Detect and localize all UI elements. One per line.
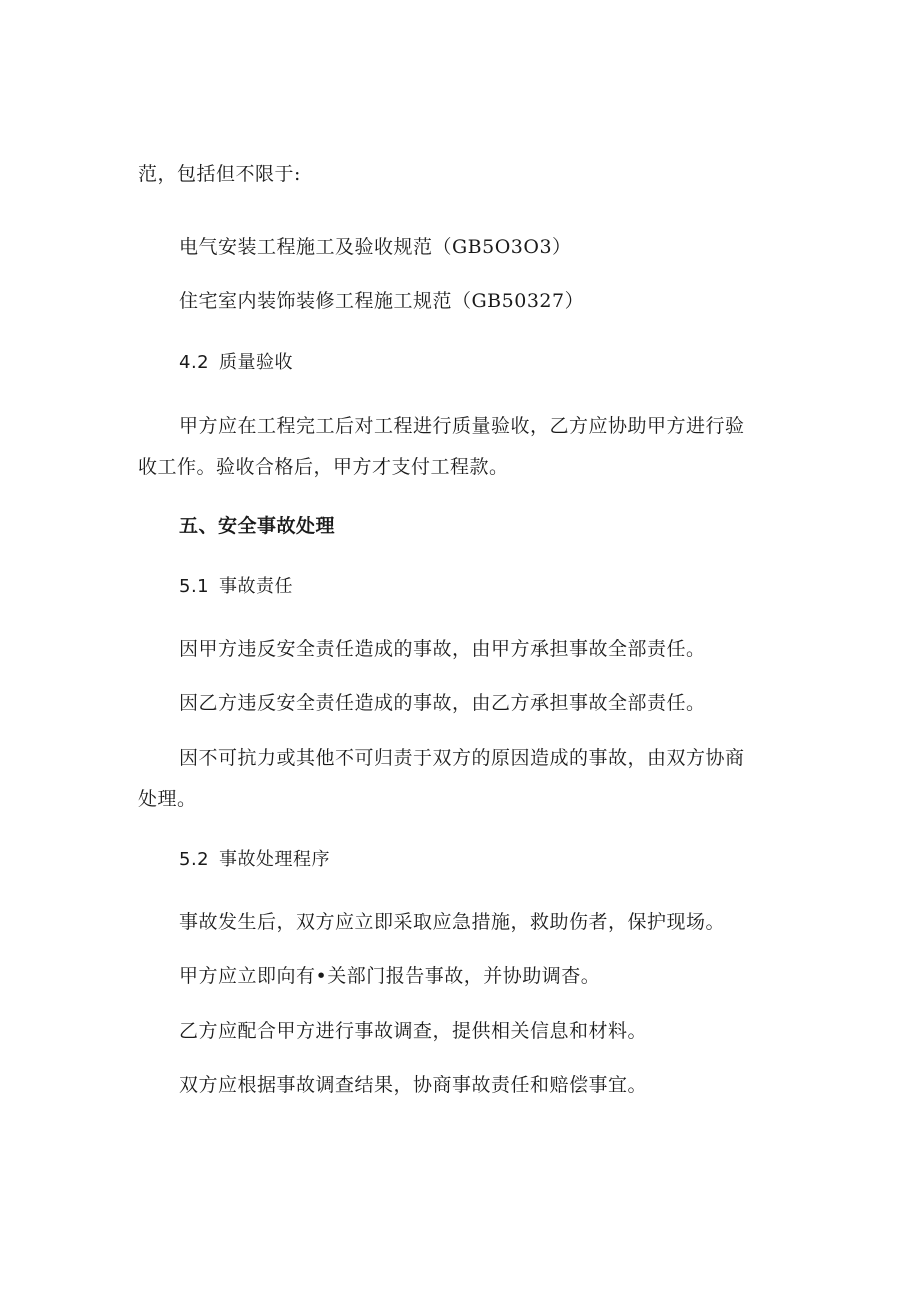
paragraph-line: 收工作。验收合格后，甲方才支付工程款。: [138, 456, 509, 478]
section-number: 4.2: [179, 352, 210, 373]
list-item: 因不可抗力或其他不可归责于双方的原因造成的事故，由双方协商: [179, 747, 745, 769]
list-item: 双方应根据事故调查结果，协商事故责任和赔偿事宜。: [179, 1074, 648, 1096]
section-5-1-heading: [179, 575, 293, 599]
continuation-text: 范，包括但不限于:: [138, 163, 301, 185]
paragraph-line: 甲方应在工程完工后对工程进行质量验收，乙方应协助甲方进行验: [179, 415, 745, 437]
list-item-continuation: 处理。: [138, 788, 197, 810]
list-item: 因甲方违反安全责任造成的事故，由甲方承担事故全部责任。: [179, 638, 706, 660]
list-item: 乙方应配合甲方进行事故调查，提供相关信息和材料。: [179, 1020, 648, 1042]
section-5-2-heading: [179, 848, 330, 872]
section-title: 质量验收: [219, 352, 293, 373]
section-number: 5.2: [179, 849, 210, 870]
section-title: 事故处理程序: [219, 849, 330, 870]
list-item: 甲方应立即向有•关部门报告事故，并协助调杳。: [179, 965, 601, 987]
list-item: 因乙方违反安全责任造成的事故，由乙方承担事故全部责任。: [179, 692, 706, 714]
section-title: 事故责任: [219, 576, 293, 597]
standard-item: 电气安装工程施工及验收规范（GB5O3O3）: [179, 236, 572, 258]
list-item: 事故发生后，双方应立即采取应急措施，救助伤者，保护现场。: [179, 911, 726, 933]
section-5-heading: 五、安全事故处理: [179, 515, 336, 537]
section-4-2-heading: [179, 351, 293, 375]
standard-item: 住宅室内装饰装修工程施工规范（GB50327）: [179, 290, 585, 312]
section-number: 5.1: [179, 576, 210, 597]
